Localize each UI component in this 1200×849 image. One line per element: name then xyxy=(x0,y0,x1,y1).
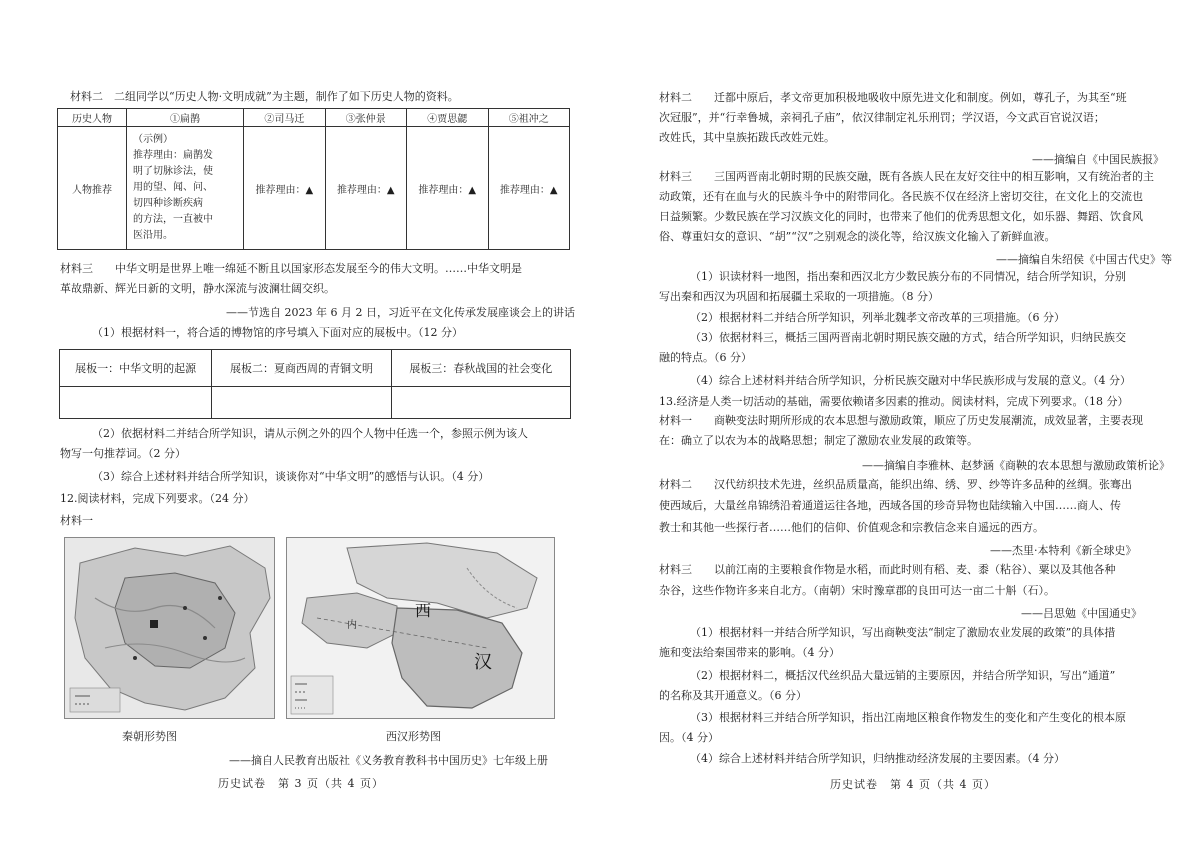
question-1-line-2: 写出秦和西汉为巩固和拓展疆土采取的一项措施。（8 分） xyxy=(659,290,939,303)
board-2: 展板二：夏商西周的青铜文明 xyxy=(212,350,391,387)
question-1: （1）根据材料一，将合适的博物馆的序号填入下面对应的展板中。（12 分） xyxy=(92,326,463,339)
example-cell: （示例） 推荐理由：扁鹊发 明了切脉诊法，使 用的望、闻、问、 切四种诊断疾病 的方法，一直被中 医沿用。 xyxy=(127,127,244,250)
material-1-line-1: 材料一 商鞅变法时期所形成的农本思想与激励政策，顺应了历史发展潮流，成效显著，主要表现 xyxy=(659,414,1143,427)
answer-cell[interactable] xyxy=(60,387,212,419)
page-footer: 历史试卷 第 3 页（共 4 页） xyxy=(218,777,384,790)
map-label: 汉 xyxy=(474,652,492,673)
board-3: 展板三：春秋战国的社会变化 xyxy=(391,350,570,387)
material-3-line-1: 材料三 三国两晋南北朝时期的民族交融，既有各族人民在友好交往中的相互影响，又有统治者的主 xyxy=(659,170,1154,183)
answer-cell[interactable] xyxy=(391,387,570,419)
material-2-source: ——摘编自《中国民族报》 xyxy=(1032,153,1164,166)
reason-cell: 推荐理由：▲ xyxy=(407,127,488,250)
material-3-source: ——节选自 2023 年 6 月 2 日，习近平在文化传承发展座谈会上的讲话 xyxy=(226,306,575,319)
material-3b-line-1: 材料三 以前江南的主要粮食作物是水稻，而此时则有稻、麦、黍（粘谷）、粟以及其他各种 xyxy=(659,563,1116,576)
sub-question-1-line-1: （1）根据材料一并结合所学知识，写出商鞅变法“制定了激励农业发展的政策”的具体措 xyxy=(690,626,1116,639)
sub-question-2-line-1: （2）根据材料二，概括汉代丝织品大量远销的主要原因，并结合所学知识，写出“通道” xyxy=(690,669,1116,682)
material-2b-line-3: 教士和其他一些探行者……他们的信仰、价值观念和宗教信念来自遥远的西方。 xyxy=(659,521,1044,534)
board-1: 展板一：中华文明的起源 xyxy=(60,350,212,387)
table-header: ③张仲景 xyxy=(325,109,406,127)
material-3b-line-2: 杂谷，这些作物许多来自北方。（南朝）宋时豫章郡的良田可达一亩二十斛（石）。 xyxy=(659,584,1055,597)
qin-dynasty-map xyxy=(64,537,275,719)
question-2: （2）根据材料二并结合所学知识，列举北魏孝文帝改革的三项措施。（6 分） xyxy=(690,311,1065,324)
reason-cell: 推荐理由：▲ xyxy=(325,127,406,250)
table-header: ②司马迁 xyxy=(244,109,325,127)
material-2b-line-2: 使西域后，大量丝帛锦绣沿着通道运往各地，西域各国的珍奇异物也陆续输入中国……商人、传 xyxy=(659,499,1121,512)
material-2b-source: ——杰里·本特利《新全球史》 xyxy=(990,544,1137,557)
material-3b-source: ——吕思勉《中国通史》 xyxy=(1021,607,1142,620)
material-3-line-3: 日益频繁。少数民族在学习汉族文化的同时，也带来了他们的优秀思想文化，如乐器、舞蹈、饮食风 xyxy=(659,210,1143,223)
question-2-line-2: 物写一句推荐词。（2 分） xyxy=(60,447,186,460)
map-label: 西 xyxy=(415,601,432,620)
maps-source: ——摘自人民教育出版社《义务教育教科书中国历史》七年级上册 xyxy=(229,754,548,767)
question-12: 12.阅读材料，完成下列要求。（24 分） xyxy=(60,492,255,505)
exhibit-boards-table xyxy=(59,349,571,419)
sub-question-3-line-2: 因。（4 分） xyxy=(659,731,719,744)
sub-question-1-line-2: 施和变法给秦国带来的影响。（4 分） xyxy=(659,646,840,659)
table-header: ⑤祖冲之 xyxy=(488,109,570,127)
question-4: （4）综合上述材料并结合所学知识，分析民族交融对中华民族形成与发展的意义。（4 分） xyxy=(690,374,1131,387)
map-label: 内 xyxy=(347,620,357,631)
material-3-source: ——摘编自朱绍侯《中国古代史》等 xyxy=(996,253,1172,266)
material-2-line-3: 改姓氏，其中皇族拓跋氏改姓元姓。 xyxy=(659,131,835,144)
historical-figures-table xyxy=(57,108,570,250)
sub-question-2-line-2: 的名称及其开通意义。（6 分） xyxy=(659,689,807,702)
material-2-line-2: 次冠服”，并“行幸鲁城，亲祠孔子庙”，依汉律制定礼乐刑罚；学汉语，今文武百官说汉语； xyxy=(659,111,1105,124)
material-1-label: 材料一 xyxy=(60,514,93,527)
material-3-line-2: 革故鼎新、辉光日新的文明，静水深流与波澜壮阔交织。 xyxy=(60,282,335,295)
qin-map-caption: 秦朝形势图 xyxy=(122,730,177,743)
question-1-line-1: （1）识读材料一地图，指出秦和西汉北方少数民族分布的不同情况，结合所学知识，分别 xyxy=(690,270,1126,283)
reason-cell: 推荐理由：▲ xyxy=(488,127,570,250)
question-3-line-1: （3）依据材料三，概括三国两晋南北朝时期民族交融的方式，结合所学知识，归纳民族交 xyxy=(690,331,1126,344)
western-han-map xyxy=(286,537,555,719)
han-map-caption: 西汉形势图 xyxy=(386,730,441,743)
question-13: 13.经济是人类一切活动的基础，需要依赖诸多因素的推动。阅读材料，完成下列要求。（18 分） xyxy=(659,395,1129,408)
sub-question-4: （4）综合上述材料并结合所学知识，归纳推动经济发展的主要因素。（4 分） xyxy=(690,752,1065,765)
page-footer: 历史试卷 第 4 页（共 4 页） xyxy=(830,778,996,791)
material-1-source: ——摘编自李雅林、赵梦涵《商鞅的农本思想与激励政策析论》 xyxy=(862,459,1170,472)
table-header: ④贾思勰 xyxy=(407,109,488,127)
question-3-line-2: 融的特点。（6 分） xyxy=(659,351,752,364)
page-4 xyxy=(600,0,1200,849)
question-2-line-1: （2）依据材料二并结合所学知识，请从示例之外的四个人物中任选一个，参照示例为该人 xyxy=(92,427,528,440)
material-2-line-1: 材料二 迁都中原后，孝文帝更加积极地吸收中原先进文化和制度。例如，尊孔子，为其至“班 xyxy=(659,91,1127,104)
answer-cell[interactable] xyxy=(212,387,391,419)
reason-cell: 推荐理由：▲ xyxy=(244,127,325,250)
table-header: 历史人物 xyxy=(58,109,127,127)
material-3-line-2: 动政策，还有在血与火的民族斗争中的附带同化。各民族不仅在经济上密切交往，在文化上的交流也 xyxy=(659,190,1143,203)
material-2b-line-1: 材料二 汉代纺织技术先进，丝织品质量高，能织出绵、绣、罗、纱等许多品种的丝绸。张骞出 xyxy=(659,478,1132,491)
row-label: 人物推荐 xyxy=(58,127,127,250)
question-3: （3）综合上述材料并结合所学知识，谈谈你对“中华文明”的感悟与认识。（4 分） xyxy=(92,470,490,483)
material-1-line-2: 在：确立了以农为本的战略思想；制定了激励农业发展的政策等。 xyxy=(659,434,978,447)
material-2-intro: 材料二 二组同学以“历史人物·文明成就”为主题，制作了如下历史人物的资料。 xyxy=(70,90,459,103)
table-header: ①扁鹊 xyxy=(127,109,244,127)
material-3-line-1: 材料三 中华文明是世界上唯一绵延不断且以国家形态发展至今的伟大文明。……中华文明是 xyxy=(60,262,522,275)
sub-question-3-line-1: （3）根据材料三并结合所学知识，指出江南地区粮食作物发生的变化和产生变化的根本原 xyxy=(690,711,1126,724)
material-3-line-4: 俗、尊重妇女的意识、“胡”“汉”之别观念的淡化等，给汉族文化输入了新鲜血液。 xyxy=(659,230,1056,243)
